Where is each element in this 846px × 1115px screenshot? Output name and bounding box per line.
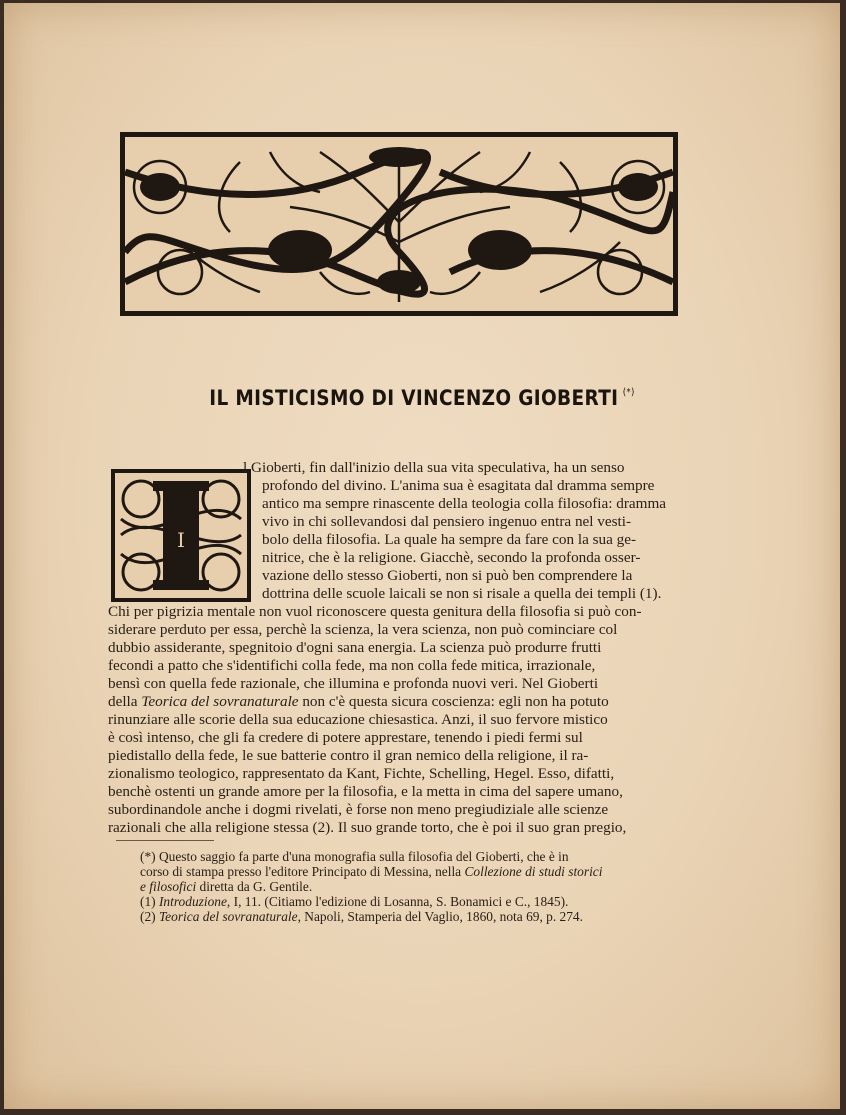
italic-book-title: Teorica del sovranaturale bbox=[141, 693, 299, 710]
footnote-text: diretta da G. Gentile. bbox=[196, 879, 313, 894]
title-footnote-marker: (*) bbox=[622, 387, 635, 398]
body-line: antico ma sempre rinascente della teologia colla filosofia: dramma bbox=[262, 495, 666, 512]
line-suffix: non c'è questa sicura coscienza: egli non ha potuto bbox=[298, 693, 609, 710]
line-prefix: della bbox=[108, 693, 142, 710]
body-line: profondo del divino. L'anima sua è esagitata dal dramma sempre bbox=[262, 477, 655, 494]
decorated-initial-letter bbox=[111, 469, 251, 602]
article-title-text: IL MISTICISMO DI VINCENZO GIOBERTI bbox=[209, 386, 619, 411]
footnote-divider bbox=[116, 840, 214, 841]
footnote-italic: e filosofici bbox=[140, 879, 197, 894]
footnote-text: corso di stampa presso l'editore Principato di Messina, nella bbox=[140, 864, 465, 879]
body-line-italic-title bbox=[108, 693, 609, 711]
body-line: zionalismo teologico, rappresentato da Kant, Fichte, Schelling, Hegel. Esso, difatti, bbox=[108, 765, 615, 782]
body-line: subordinandole anche i dogmi rivelati, è forse non meno pregiudiziale alle scienze bbox=[108, 801, 609, 818]
footnote-number: (2) bbox=[140, 909, 159, 924]
footnote-star-line3 bbox=[140, 879, 312, 894]
body-line: bolo della filosofia. La quale ha sempre da fare con la sua ge- bbox=[262, 531, 637, 548]
footnote-text: , I, 11. (Citiamo l'edizione di Losanna, S. Bonamici e C., 1845). bbox=[226, 894, 569, 909]
footnote-star-line2 bbox=[140, 864, 602, 879]
body-line: l Gioberti, fin dall'inizio della sua vita speculativa, ha un senso bbox=[243, 459, 625, 476]
body-line: bensì con quella fede razionale, che illumina e profonda nuovi veri. Nel Gioberti bbox=[108, 675, 599, 692]
footnote-italic: Collezione di studi storici bbox=[464, 864, 603, 879]
body-line: siderare perduto per essa, perchè la scienza, la vera scienza, non può cominciare col bbox=[108, 621, 618, 638]
body-line: vivo in chi sollevandosi dal pensiero ingenuo entra nel vesti- bbox=[262, 513, 632, 530]
initial-letter-glyph: I bbox=[177, 528, 185, 552]
article-title bbox=[63, 386, 782, 411]
body-line: rinunziare alle scorie della sua educazione chiesastica. Anzi, il suo fervore mistico bbox=[108, 711, 608, 728]
body-line: è così intenso, che gli fa credere di potere apprestare, tenendo i piedi fermi sul bbox=[108, 729, 583, 746]
body-line: dubbio assiderante, spegnitoio d'ogni sana energia. La scienza può produrre frutti bbox=[108, 639, 602, 656]
footnote-2 bbox=[140, 909, 583, 924]
ornamental-header-banner bbox=[120, 132, 678, 316]
footnote-text: , Napoli, Stamperia del Vaglio, 1860, nota 69, p. 274. bbox=[297, 909, 583, 924]
footnote-1 bbox=[140, 894, 568, 909]
footnote-italic: Teorica del sovranaturale bbox=[158, 909, 298, 924]
body-line: nitrice, che è la religione. Giacchè, secondo la profonda osser- bbox=[262, 549, 641, 566]
footnote-italic: Introduzione bbox=[158, 894, 227, 909]
body-line: benchè ostenti un grande amore per la filosofia, e la metta in cima del sapere umano, bbox=[108, 783, 623, 800]
body-line: piedistallo della fede, le sue batterie contro il gran nemico della religione, il ra- bbox=[108, 747, 589, 764]
body-line: Chi per pigrizia mentale non vuol riconoscere questa genitura della filosofia si può con- bbox=[108, 603, 642, 620]
body-line: fecondi a patto che s'identifichi colla fede, ma non colla fede mitica, irrazionale, bbox=[108, 657, 596, 674]
body-line: razionali che alla religione stessa (2). Il suo grande torto, che è poi il suo gran pregio, bbox=[108, 819, 627, 836]
footnote-star-line1: (*) Questo saggio fa parte d'una monografia sulla filosofia del Gioberti, che è in bbox=[140, 849, 569, 864]
body-line: dottrina delle scuole laicali se non si risale a quella dei templi (1). bbox=[262, 585, 662, 602]
body-line: vazione dello stesso Gioberti, non si può ben comprendere la bbox=[262, 567, 633, 584]
footnote-number: (1) bbox=[140, 894, 159, 909]
page bbox=[4, 3, 840, 1109]
